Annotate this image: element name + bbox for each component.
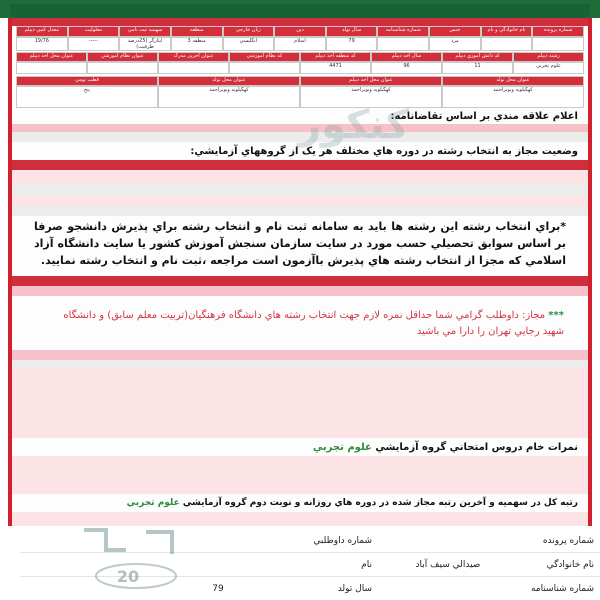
info-row: [148, 530, 600, 552]
value-cell: انگليسي: [223, 37, 275, 51]
value-cell: -----: [68, 37, 120, 51]
header-cell: عنوان محل تولد: [158, 76, 300, 86]
section-title-interest: اعلام علاقه مندي بر اساس تقاضانامه:: [390, 111, 578, 122]
info-label: شماره شناسنامه: [530, 584, 594, 594]
header-cell: شماره شناسنامه: [377, 26, 429, 37]
ranks-label: رتبه کل در سهميه و آخرين رتبه مجاز شده در دوره هاي روزانه و نوبت دوم گروه آزمايشي: [182, 498, 578, 508]
section-title-ranks: [127, 498, 578, 508]
watermark-number: 20: [116, 567, 140, 586]
value-cell: ايثارگر (25درصد ظرفيت): [119, 37, 171, 51]
value-cell: کهگيلويه وبويراحمد: [158, 86, 300, 108]
value-cell: [87, 62, 158, 74]
header-cell: کد دانش آموزي ديپلم: [442, 52, 513, 62]
value-cell: 96: [371, 62, 442, 74]
scores-header-strip: [12, 350, 588, 360]
header-row-3: [16, 76, 584, 86]
scores-table-block: [12, 368, 588, 438]
subject-scores-group: علوم تجربي: [312, 442, 372, 453]
site-logo: [76, 520, 180, 598]
status-header-strip: [12, 160, 588, 170]
header-cell: رشته ديپلم: [513, 52, 584, 62]
header-strip: [12, 18, 588, 26]
value-row-1: [16, 37, 584, 51]
status-row-1: [12, 184, 588, 196]
header-cell: دين: [274, 26, 326, 37]
header-cell: کد نظام آموزشي: [229, 52, 300, 62]
subject-scores-label: نمرات خام دروس امتحاني گروه آزمايشي: [375, 442, 578, 453]
header-cell: عنوان نظام آموزشي: [87, 52, 158, 62]
header-cell: معلوليت: [68, 26, 120, 37]
status-row-2: [12, 196, 588, 206]
watermark-top-right: کنکور: [298, 102, 409, 148]
report-card-document: [8, 18, 592, 526]
header-row-1: [16, 26, 584, 37]
value-cell: [532, 37, 584, 51]
value-row-2: [16, 62, 584, 74]
header-cell: سال تولد: [326, 26, 378, 37]
subject-scores-table: [12, 456, 588, 494]
ranks-group: علوم تجربي: [126, 498, 180, 508]
value-cell: مرد: [429, 37, 481, 51]
value-cell: علوم تجربي: [513, 62, 584, 74]
header-cell: عنوان آخرين مدرک: [158, 52, 229, 62]
info-value: 79: [212, 584, 224, 594]
divider-strip-light: [12, 286, 588, 296]
value-cell: [377, 37, 429, 51]
header-cell: معدل كتبي ديپلم: [16, 26, 68, 37]
header-cell: عنوان محل اخذ ديپلم: [16, 52, 87, 62]
scores-subheader-strip: [12, 360, 588, 368]
value-cell: [229, 62, 300, 74]
allowed-star: ***: [548, 310, 564, 321]
header-cell: عنوان محل تولد: [442, 76, 584, 86]
logo-mark-icon: [76, 520, 180, 598]
allowed-text: مجاز: داوطلب گرامي شما حداقل نمره لازم جهت انتخاب رشته هاي دانشگاه فرهنگيان(تربيت معلم سابق) و دانشگاه شهيد رجايي تهران را دارا مي باشيد: [63, 310, 564, 337]
header-cell: شماره پرونده: [532, 26, 584, 37]
status-subheader-strip: [12, 170, 588, 184]
header-cell: سهميه ثبت نامي: [119, 26, 171, 37]
header-cell: نام خانوادگي و نام: [481, 26, 533, 37]
header-row-2: [16, 52, 584, 62]
status-row-3: [12, 206, 588, 216]
value-cell: کهگيلويه وبويراحمد: [442, 86, 584, 108]
header-cell: کد منطقه اخذ ديپلم: [300, 52, 371, 62]
section-title-status: وضعيت مجاز به انتخاب رشته در دوره هاي مختلف هر يک از گروههاي آزمايشي:: [190, 146, 578, 157]
value-cell: [158, 62, 229, 74]
info-label: نام: [361, 560, 372, 570]
info-row: [148, 554, 600, 576]
value-cell: 4471: [300, 62, 371, 74]
value-cell: منطقه 3: [171, 37, 223, 51]
info-label: شماره داوطلبي: [313, 536, 372, 546]
value-cell: کهگيلويه وبويراحمد: [300, 86, 442, 108]
value-cell: [481, 37, 533, 51]
top-banner: [0, 0, 600, 18]
notice-paragraph: *براي انتخاب رشته اين رشته ها بايد به سامانه ثبت نام و انتخاب رشته براي پذيرش دانشجو صرفا بر اساس سوابق تحصيلي حسب مورد در سايت سازمان سنجش آموزش کشور يا سايت دانشگاه آزاد اسلامي که مجزا از انتخاب رشته هاي پذيرش باآزمون است مراجعه ،ثبت نام و انتخاب رشته نماييد.: [34, 220, 566, 267]
header-cell: قطب بومي: [16, 76, 158, 86]
value-cell: 19/76: [16, 37, 68, 51]
header-cell: منطقه: [171, 26, 223, 37]
value-cell: 11: [442, 62, 513, 74]
info-value: صيدالي سيف آباد: [415, 560, 481, 570]
info-label: سال تولد: [337, 584, 372, 594]
value-cell: 79: [326, 37, 378, 51]
value-cell: اسلام: [274, 37, 326, 51]
info-label: نام خانوادگي: [546, 560, 594, 570]
header-cell: عنوان محل اخذ ديپلم: [300, 76, 442, 86]
value-cell: پنج: [16, 86, 158, 108]
top-banner-inner: [10, 4, 590, 18]
section-title-subject-scores: [313, 442, 578, 453]
allowed-note: [42, 308, 564, 340]
divider-strip: [12, 276, 588, 286]
value-cell: [16, 62, 87, 74]
header-cell: جنس: [429, 26, 481, 37]
info-row: [148, 578, 600, 600]
info-label: شماره پرونده: [542, 536, 594, 546]
header-cell: زبان خارجي: [223, 26, 275, 37]
header-cell: سال اخذ ديپلم: [371, 52, 442, 62]
